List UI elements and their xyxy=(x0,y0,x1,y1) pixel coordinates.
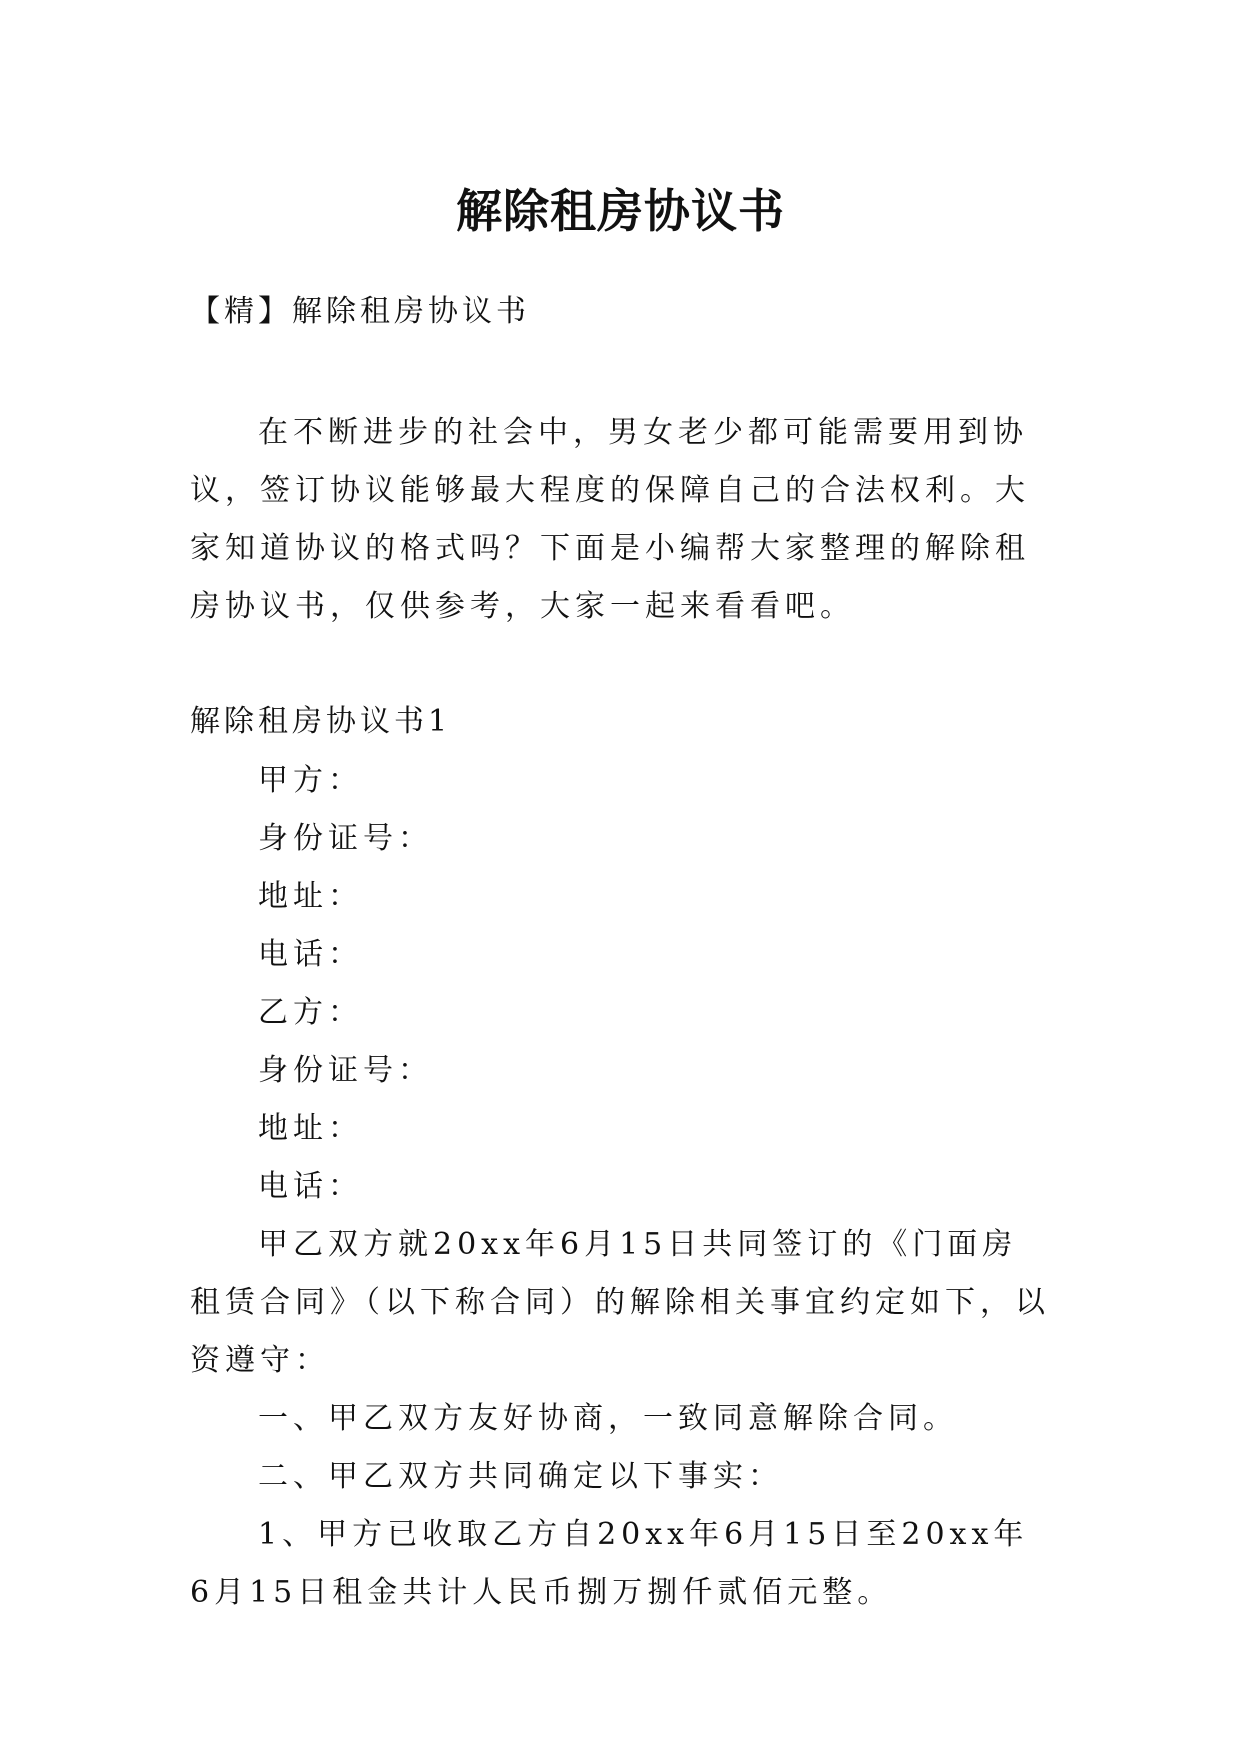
party-b-id-field: 身份证号： xyxy=(258,1053,433,1088)
party-a-id-field: 身份证号： xyxy=(258,821,433,856)
document-title: 解除租房协议书 xyxy=(456,183,785,238)
party-a-phone-field: 电话： xyxy=(258,937,363,972)
document-subtitle: 【精】解除租房协议书 xyxy=(190,294,530,329)
party-a-field: 甲方： xyxy=(258,763,363,798)
party-a-address-field: 地址： xyxy=(258,879,363,914)
intro-paragraph: 在不断进步的社会中，男女老少都可能需要用到协议，签订协议能够最大程度的保障自己的合法权利。大家知道协议的格式吗？下面是小编帮大家整理的解除租房协议书，仅供参考，大家一起来看看吧。 xyxy=(190,415,1030,624)
item-1-paragraph: 1、甲方已收取乙方自20xx年6月15日至20xx年6月15日租金共计人民币捌万捌仟贰佰元整。 xyxy=(190,1517,1029,1610)
clause-2-paragraph: 二、甲乙双方共同确定以下事实： xyxy=(258,1459,783,1494)
party-b-address-field: 地址： xyxy=(258,1111,363,1146)
preamble-paragraph: 甲乙双方就20xx年6月15日共同签订的《门面房租赁合同》（以下称合同）的解除相关事宜约定如下，以资遵守： xyxy=(190,1227,1050,1378)
clause-1-paragraph: 一、甲乙双方友好协商，一致同意解除合同。 xyxy=(258,1401,958,1436)
agreement-body xyxy=(190,752,1050,1622)
section-heading: 解除租房协议书1 xyxy=(190,704,452,739)
party-b-phone-field: 电话： xyxy=(258,1169,363,1204)
party-b-field: 乙方： xyxy=(258,995,363,1030)
